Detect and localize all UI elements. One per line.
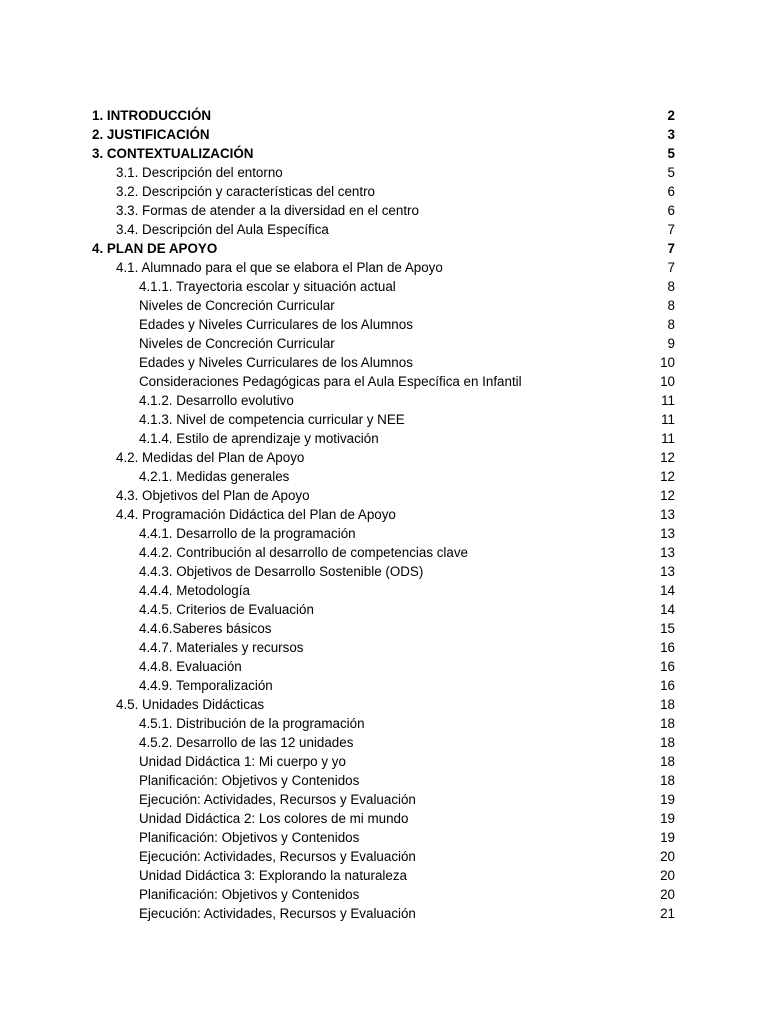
- toc-entry-title: Niveles de Concreción Curricular: [139, 336, 335, 351]
- toc-entry-page-number: 18: [660, 697, 675, 712]
- toc-entry-title: 3.2. Descripción y características del centro: [116, 184, 375, 199]
- toc-entry-title: 4.2. Medidas del Plan de Apoyo: [116, 450, 305, 465]
- toc-entry-page-number: 19: [660, 811, 675, 826]
- toc-entry[interactable]: [92, 106, 675, 125]
- toc-entry[interactable]: [92, 828, 675, 847]
- toc-entry-title: Edades y Niveles Curriculares de los Alumnos: [139, 355, 413, 370]
- toc-entry-page-number: 11: [661, 393, 675, 408]
- toc-entry[interactable]: [92, 790, 675, 809]
- toc-entry-title: 4.1.4. Estilo de aprendizaje y motivación: [139, 431, 379, 446]
- toc-entry-title: 4.5. Unidades Didácticas: [116, 697, 265, 712]
- toc-entry-page-number: 20: [660, 887, 675, 902]
- toc-entry[interactable]: [92, 562, 675, 581]
- toc-entry[interactable]: [92, 714, 675, 733]
- toc-entry-title: Consideraciones Pedagógicas para el Aula Específica en Infantil: [139, 374, 522, 389]
- toc-entry[interactable]: [92, 619, 675, 638]
- toc-entry-page-number: 12: [660, 469, 675, 484]
- table-of-contents: [92, 106, 675, 923]
- toc-entry-page-number: 8: [667, 279, 675, 294]
- toc-entry-page-number: 18: [660, 754, 675, 769]
- toc-entry[interactable]: [92, 467, 675, 486]
- toc-entry[interactable]: [92, 239, 675, 258]
- toc-entry-title: 4.5.2. Desarrollo de las 12 unidades: [139, 735, 354, 750]
- toc-entry-title: 4.4.1. Desarrollo de la programación: [139, 526, 356, 541]
- toc-entry-title: Unidad Didáctica 1: Mi cuerpo y yo: [139, 754, 346, 769]
- toc-entry-page-number: 12: [660, 450, 675, 465]
- toc-entry-title: 3. CONTEXTUALIZACIÓN: [92, 146, 254, 161]
- toc-entry[interactable]: [92, 448, 675, 467]
- toc-entry[interactable]: [92, 334, 675, 353]
- toc-entry[interactable]: [92, 505, 675, 524]
- toc-entry[interactable]: [92, 486, 675, 505]
- toc-entry[interactable]: [92, 581, 675, 600]
- toc-entry[interactable]: [92, 163, 675, 182]
- toc-entry-title: 4.4.2. Contribución al desarrollo de competencias clave: [139, 545, 468, 560]
- toc-entry-title: 4.1.3. Nivel de competencia curricular y NEE: [139, 412, 405, 427]
- toc-entry-title: 4.4.6.Saberes básicos: [139, 621, 272, 636]
- toc-entry[interactable]: [92, 524, 675, 543]
- toc-entry-page-number: 8: [667, 298, 675, 313]
- toc-entry[interactable]: [92, 429, 675, 448]
- toc-entry[interactable]: [92, 543, 675, 562]
- toc-entry-page-number: 7: [667, 260, 675, 275]
- toc-entry-title: 4.4.7. Materiales y recursos: [139, 640, 304, 655]
- toc-entry-page-number: 20: [660, 868, 675, 883]
- toc-entry-page-number: 6: [667, 203, 675, 218]
- toc-entry-title: Edades y Niveles Curriculares de los Alumnos: [139, 317, 413, 332]
- toc-entry-page-number: 11: [661, 412, 675, 427]
- toc-entry-title: 4.1.2. Desarrollo evolutivo: [139, 393, 294, 408]
- toc-entry-title: 4. PLAN DE APOYO: [92, 241, 218, 256]
- toc-entry[interactable]: [92, 182, 675, 201]
- toc-entry-title: Planificación: Objetivos y Contenidos: [139, 887, 360, 902]
- toc-entry-title: Ejecución: Actividades, Recursos y Evaluación: [139, 849, 416, 864]
- toc-entry-page-number: 2: [667, 108, 675, 123]
- toc-entry-page-number: 21: [660, 906, 675, 921]
- toc-entry-page-number: 16: [660, 640, 675, 655]
- toc-entry-title: 3.1. Descripción del entorno: [116, 165, 283, 180]
- toc-entry-page-number: 13: [660, 507, 675, 522]
- toc-entry-page-number: 7: [667, 222, 675, 237]
- toc-entry-page-number: 11: [661, 431, 675, 446]
- toc-entry-page-number: 7: [667, 241, 675, 256]
- toc-entry[interactable]: [92, 391, 675, 410]
- toc-entry[interactable]: [92, 353, 675, 372]
- toc-entry-page-number: 6: [667, 184, 675, 199]
- toc-entry-page-number: 14: [660, 602, 675, 617]
- toc-entry-page-number: 12: [660, 488, 675, 503]
- toc-entry-page-number: 13: [660, 545, 675, 560]
- toc-entry-title: Unidad Didáctica 2: Los colores de mi mundo: [139, 811, 409, 826]
- toc-entry[interactable]: [92, 771, 675, 790]
- toc-entry-title: 4.1.1. Trayectoria escolar y situación actual: [139, 279, 396, 294]
- toc-entry[interactable]: [92, 733, 675, 752]
- toc-entry[interactable]: [92, 676, 675, 695]
- toc-entry-title: 3.4. Descripción del Aula Específica: [116, 222, 329, 237]
- toc-entry[interactable]: [92, 220, 675, 239]
- toc-entry-title: 4.4. Programación Didáctica del Plan de Apoyo: [116, 507, 396, 522]
- toc-entry[interactable]: [92, 372, 675, 391]
- toc-entry[interactable]: [92, 296, 675, 315]
- toc-entry[interactable]: [92, 125, 675, 144]
- toc-entry-page-number: 10: [660, 355, 675, 370]
- toc-entry-title: 4.4.3. Objetivos de Desarrollo Sostenible (ODS): [139, 564, 424, 579]
- toc-entry[interactable]: [92, 695, 675, 714]
- toc-entry[interactable]: [92, 885, 675, 904]
- toc-entry-title: Ejecución: Actividades, Recursos y Evaluación: [139, 906, 416, 921]
- toc-entry-title: Niveles de Concreción Curricular: [139, 298, 335, 313]
- toc-entry-title: 2. JUSTIFICACIÓN: [92, 127, 210, 142]
- toc-entry-title: 1. INTRODUCCIÓN: [92, 108, 212, 123]
- toc-entry[interactable]: [92, 752, 675, 771]
- toc-entry[interactable]: [92, 847, 675, 866]
- toc-entry[interactable]: [92, 600, 675, 619]
- toc-entry-title: 4.3. Objetivos del Plan de Apoyo: [116, 488, 310, 503]
- toc-entry-page-number: 14: [660, 583, 675, 598]
- toc-entry-page-number: 16: [660, 678, 675, 693]
- toc-entry-page-number: 20: [660, 849, 675, 864]
- toc-entry-page-number: 3: [667, 127, 675, 142]
- toc-entry[interactable]: [92, 904, 675, 923]
- toc-entry-page-number: 8: [667, 317, 675, 332]
- toc-entry-title: 4.4.8. Evaluación: [139, 659, 242, 674]
- toc-entry-page-number: 19: [660, 792, 675, 807]
- toc-entry-page-number: 9: [667, 336, 675, 351]
- toc-entry-title: 4.4.5. Criterios de Evaluación: [139, 602, 314, 617]
- toc-entry[interactable]: [92, 277, 675, 296]
- toc-entry-title: 4.4.4. Metodología: [139, 583, 250, 598]
- toc-entry-page-number: 5: [667, 146, 675, 161]
- toc-entry-page-number: 18: [660, 735, 675, 750]
- toc-entry[interactable]: [92, 144, 675, 163]
- toc-entry-page-number: 10: [660, 374, 675, 389]
- toc-entry-page-number: 19: [660, 830, 675, 845]
- toc-entry[interactable]: [92, 866, 675, 885]
- toc-entry[interactable]: [92, 410, 675, 429]
- toc-entry-title: 4.2.1. Medidas generales: [139, 469, 290, 484]
- toc-entry-title: Planificación: Objetivos y Contenidos: [139, 773, 360, 788]
- toc-entry-title: 4.1. Alumnado para el que se elabora el Plan de Apoyo: [116, 260, 443, 275]
- toc-entry-title: 4.5.1. Distribución de la programación: [139, 716, 365, 731]
- toc-entry-title: Planificación: Objetivos y Contenidos: [139, 830, 360, 845]
- toc-entry[interactable]: [92, 315, 675, 334]
- toc-entry[interactable]: [92, 657, 675, 676]
- toc-entry-page-number: 15: [660, 621, 675, 636]
- toc-entry-page-number: 5: [667, 165, 675, 180]
- toc-entry[interactable]: [92, 258, 675, 277]
- toc-entry[interactable]: [92, 201, 675, 220]
- toc-entry-title: Unidad Didáctica 3: Explorando la naturaleza: [139, 868, 407, 883]
- toc-entry-title: 4.4.9. Temporalización: [139, 678, 273, 693]
- toc-entry[interactable]: [92, 638, 675, 657]
- toc-entry-page-number: 18: [660, 773, 675, 788]
- toc-entry-page-number: 16: [660, 659, 675, 674]
- toc-entry-title: Ejecución: Actividades, Recursos y Evaluación: [139, 792, 416, 807]
- toc-entry[interactable]: [92, 809, 675, 828]
- toc-entry-page-number: 18: [660, 716, 675, 731]
- toc-entry-title: 3.3. Formas de atender a la diversidad en el centro: [116, 203, 419, 218]
- toc-entry-page-number: 13: [660, 564, 675, 579]
- toc-entry-page-number: 13: [660, 526, 675, 541]
